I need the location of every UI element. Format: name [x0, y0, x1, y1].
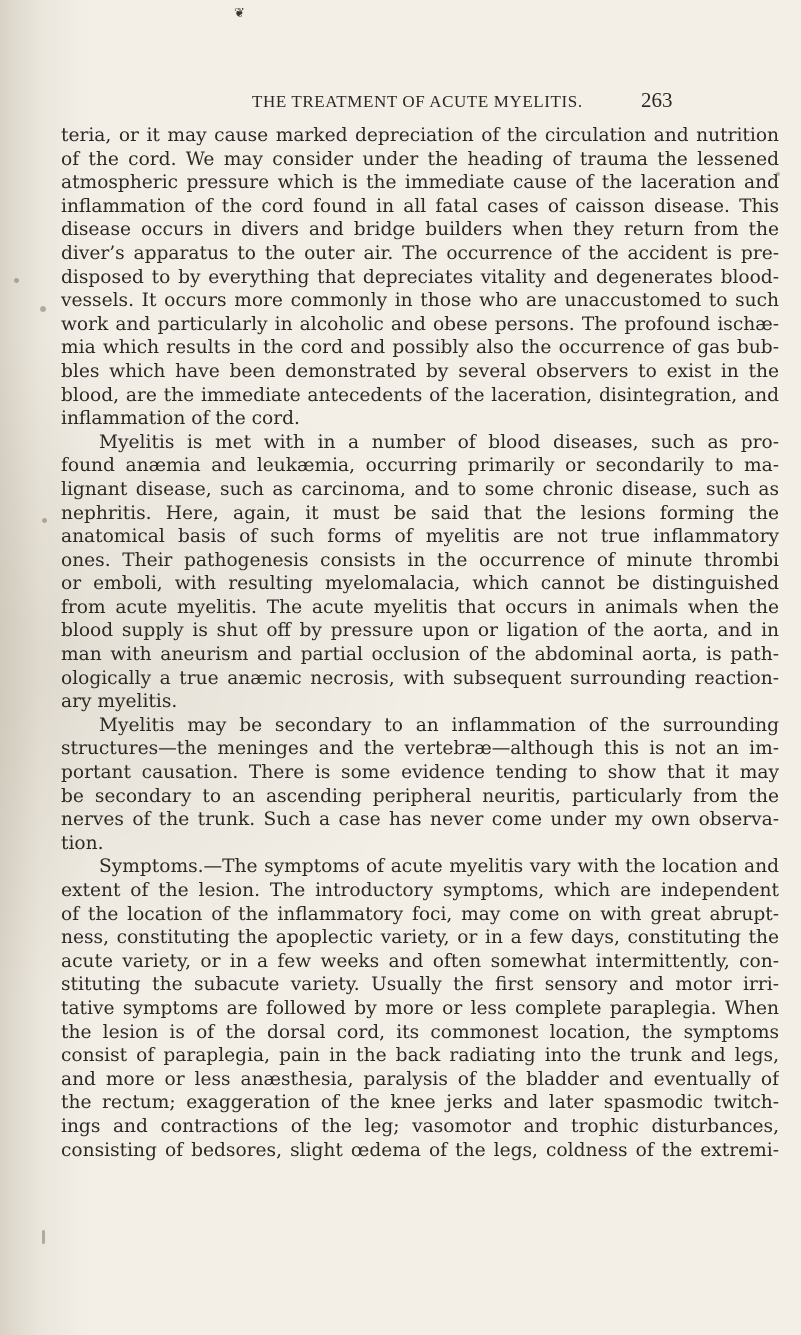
text-line: tative symptoms are followed by more or less complete paraplegia. When [61, 997, 779, 1019]
text-line: ings and contractions of the leg; vasomotor and trophic disturbances, [61, 1115, 779, 1137]
text-line: of the location of the inflammatory foci, may come on with great abrupt- [61, 903, 779, 925]
text-line: acute variety, or in a few weeks and often somewhat intermittently, con- [61, 950, 779, 972]
text-line: anatomical basis of such forms of myelitis are not true inflammatory [61, 526, 779, 548]
text-line: teria, or it may cause marked depreciation of the circulation and nutrition [61, 125, 779, 146]
paper-speck [42, 518, 47, 523]
text-line: consisting of bedsores, slight œdema of the legs, coldness of the extremi- [61, 1139, 779, 1161]
text-line: inflammation of the cord found in all fatal cases of caisson disease. This [61, 195, 779, 217]
text-line: disease occurs in divers and bridge builders when they return from the [61, 219, 779, 241]
text-line: ologically a true anæmic necrosis, with subsequent surrounding reaction- [61, 667, 779, 689]
paper-speck [776, 172, 780, 176]
text-line: of the cord. We may consider under the heading of trauma the lessened [61, 148, 779, 170]
body-text [61, 124, 779, 1162]
text-line: found anæmia and leukæmia, occurring primarily or secondarily to ma- [61, 455, 779, 477]
page-number: 263 [641, 88, 673, 112]
text-line: mia which results in the cord and possibly also the occurrence of gas bub- [61, 337, 779, 359]
text-line: diver’s apparatus to the outer air. The occurrence of the accident is pre- [61, 242, 779, 264]
text-line: be secondary to an ascending peripheral neuritis, particularly from the [61, 785, 779, 807]
paper-speck [40, 306, 46, 312]
text-line: lignant disease, such as carcinoma, and to some chronic disease, such as [61, 478, 779, 500]
text-line: disposed to by everything that depreciates vitality and degenerates blood- [61, 266, 779, 288]
text-line: blood, are the immediate antecedents of the laceration, disintegration, and [61, 384, 779, 406]
paragraph-first-line: Symptoms.—The symptoms of acute myelitis vary with the location and [99, 856, 779, 878]
text-line: or emboli, with resulting myelomalacia, which cannot be distinguished [61, 573, 779, 595]
printer-ornament: ❦ [234, 6, 245, 21]
text-line: nerves of the trunk. Such a case has never come under my own observa- [61, 809, 779, 831]
text-line: work and particularly in alcoholic and obese persons. The profound ischæ- [61, 313, 779, 335]
text-line: atmospheric pressure which is the immediate cause of the laceration and [61, 172, 779, 194]
running-head: THE TREATMENT OF ACUTE MYELITIS. [252, 92, 583, 111]
text-line: extent of the lesion. The introductory symptoms, which are independent [61, 880, 779, 901]
text-line: blood supply is shut off by pressure upon or ligation of the aorta, and in [61, 620, 779, 642]
text-line: inflammation of the cord. [61, 408, 300, 430]
paper-speck [42, 1230, 45, 1244]
text-line: tion. [61, 832, 104, 854]
text-line: and more or less anæsthesia, paralysis of the bladder and eventually of [61, 1068, 779, 1090]
text-line: stituting the subacute variety. Usually the first sensory and motor irri- [61, 974, 779, 996]
paragraph-first-line: Myelitis may be secondary to an inflammation of the surrounding [99, 714, 779, 736]
text-line: ones. Their pathogenesis consists in the occurrence of minute thrombi [61, 549, 779, 571]
text-line: consist of paraplegia, pain in the back radiating into the trunk and legs, [61, 1045, 779, 1067]
text-line: the rectum; exaggeration of the knee jerks and later spasmodic twitch- [61, 1092, 779, 1114]
text-line: man with aneurism and partial occlusion of the abdominal aorta, is path- [61, 644, 779, 666]
text-line: from acute myelitis. The acute myelitis that occurs in animals when the [61, 596, 779, 618]
text-line: vessels. It occurs more commonly in those who are unaccustomed to such [61, 290, 779, 312]
text-line: portant causation. There is some evidence tending to show that it may [61, 762, 779, 784]
paragraph-first-line: Myelitis is met with in a number of blood diseases, such as pro- [99, 431, 779, 453]
text-line: structures—the meninges and the vertebræ—although this is not an im- [61, 738, 779, 760]
paper-speck [14, 278, 19, 283]
text-line: bles which have been demonstrated by several observers to exist in the [61, 360, 779, 382]
text-line: ary myelitis. [61, 691, 178, 713]
text-line: ness, constituting the apoplectic variety, or in a few days, constituting the [61, 927, 779, 949]
text-line: the lesion is of the dorsal cord, its commonest location, the symptoms [61, 1021, 779, 1043]
text-line: nephritis. Here, again, it must be said that the lesions forming the [61, 502, 779, 524]
